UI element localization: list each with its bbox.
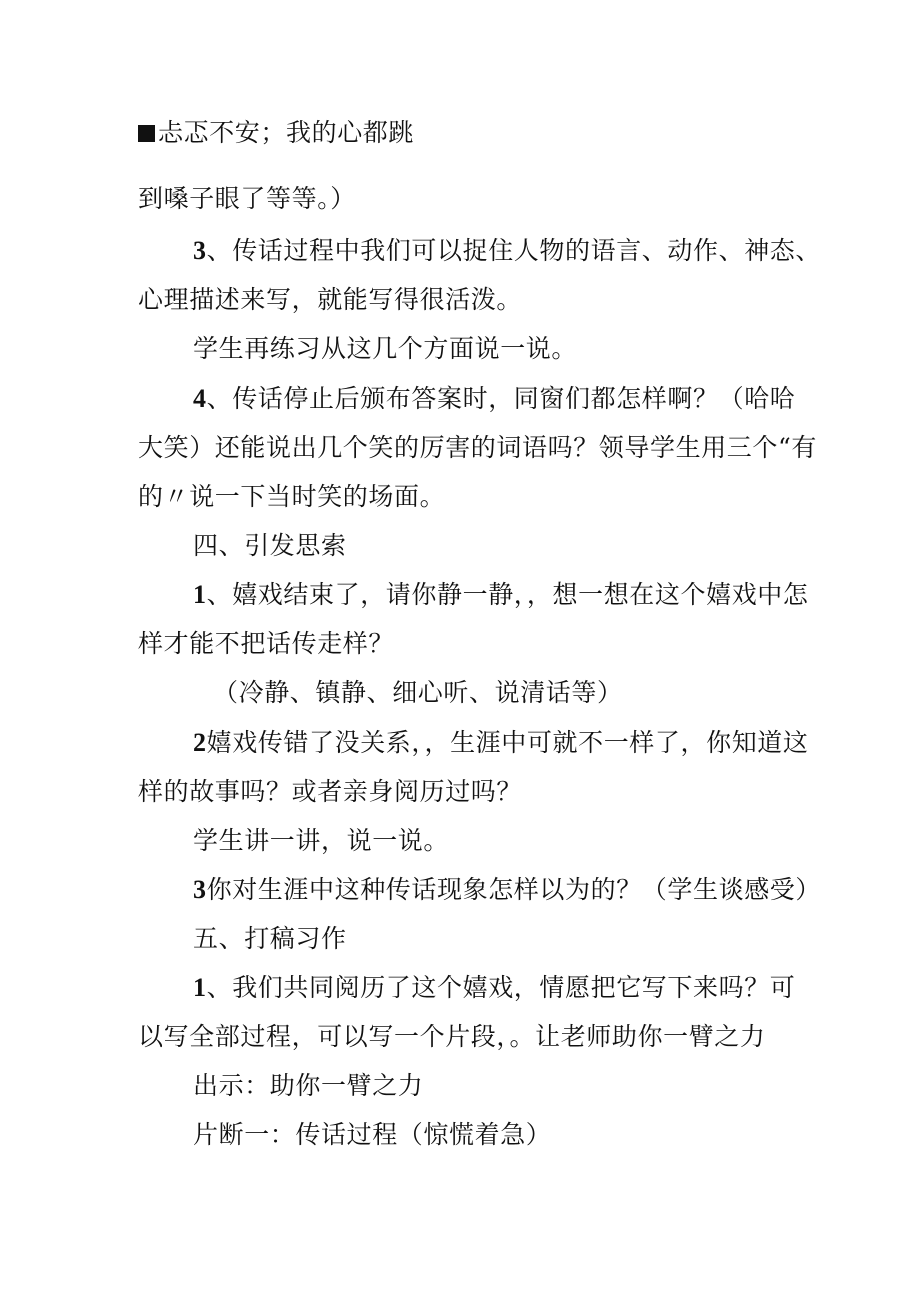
text-line: 样的故事吗？或者亲身阅历过吗？	[138, 777, 523, 806]
item-number: 3	[193, 875, 207, 904]
item-number: 4	[193, 384, 207, 413]
section-heading: 四、引发思索	[193, 531, 347, 560]
text-line: 心理描述来写，就能写得很活泼。	[138, 285, 523, 314]
numbered-paragraph: 2嬉戏传错了没关系，，生涯中可就不一样了，你知道这	[193, 728, 809, 757]
text-line: 学生再练习从这几个方面说一说。	[193, 334, 578, 363]
item-number: 1	[193, 973, 207, 1002]
text-line: 片断一：传话过程（惊慌着急）	[193, 1120, 552, 1149]
text-line: 出示：助你一臂之力	[193, 1071, 424, 1100]
text-line: 大笑）还能说出几个笑的厉害的词语吗？领导学生用三个“有	[138, 433, 817, 462]
section-heading: 五、打稿习作	[193, 924, 347, 953]
numbered-paragraph: 1、我们共同阅历了这个嬉戏，情愿把它写下来吗？可	[193, 973, 796, 1002]
text-line: 样才能不把话传走样？	[138, 629, 395, 658]
text-line: 学生讲一讲，说一说。	[193, 826, 450, 855]
text-line: 的〃说一下当时笑的场面。	[138, 482, 446, 511]
numbered-paragraph: 1、嬉戏结束了，请你静一静，，想一想在这个嬉戏中怎	[193, 580, 809, 609]
item-number: 3	[193, 236, 207, 265]
numbered-paragraph: 3、传话过程中我们可以捉住人物的语言、动作、神态、	[193, 236, 822, 265]
text-line: 忐忑不安；我的心都跳	[138, 118, 414, 148]
numbered-paragraph: 3你对生涯中这种传话现象怎样以为的？（学生谈感受）	[193, 875, 822, 904]
numbered-paragraph: 4、传话停止后颁布答案时，同窗们都怎样啊？（哈哈	[193, 384, 796, 413]
item-number: 1	[193, 580, 207, 609]
text-line: 以写全部过程，可以写一个片段，。让老师助你一臂之力	[138, 1022, 766, 1051]
square-bullet-icon	[138, 125, 155, 142]
item-number: 2	[193, 728, 207, 757]
text-line: （冷静、镇静、细心听、说清话等）	[213, 678, 623, 707]
text-line: 到嗓子眼了等等。）	[138, 184, 356, 213]
